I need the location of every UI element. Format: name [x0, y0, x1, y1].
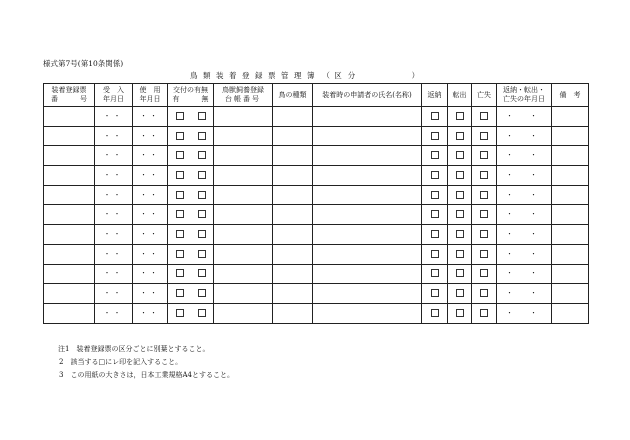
- returned-checkbox[interactable]: [431, 210, 439, 218]
- bird-species-cell[interactable]: [273, 244, 313, 264]
- transferred-cell: [448, 166, 472, 186]
- date-placeholder: ・・: [140, 190, 160, 199]
- applicant-name-cell[interactable]: [313, 244, 422, 264]
- returned-checkbox[interactable]: [431, 132, 439, 140]
- received-date-cell[interactable]: [95, 185, 133, 205]
- tag-number-cell[interactable]: [44, 166, 95, 186]
- title-main: 鳥類装着登録票管理簿: [190, 71, 320, 80]
- date-placeholder: ・・: [103, 210, 124, 219]
- date-placeholder: ・ ・: [506, 131, 542, 140]
- date-placeholder: ・ ・: [506, 190, 542, 199]
- ledger-number-cell[interactable]: [214, 107, 273, 127]
- title-open-paren: （: [322, 71, 330, 80]
- issued-cell: [168, 107, 214, 127]
- header-used-date: 使 用 年月日: [133, 84, 168, 107]
- table-row: [44, 284, 589, 304]
- tag-number-cell[interactable]: [44, 244, 95, 264]
- transferred-cell: [448, 303, 472, 323]
- table-row: [44, 185, 589, 205]
- title-close-paren: ）: [411, 71, 420, 80]
- transferred-checkbox[interactable]: [456, 230, 464, 238]
- table-body: [44, 107, 589, 324]
- used-date-cell[interactable]: [133, 126, 168, 146]
- header-issued: 交付の有無 有 無: [168, 84, 214, 107]
- returned-checkbox[interactable]: [431, 269, 439, 277]
- header-received-date: 受 入 年月日: [95, 84, 133, 107]
- tag-number-cell[interactable]: [44, 205, 95, 225]
- applicant-name-cell[interactable]: [313, 107, 422, 127]
- transferred-checkbox[interactable]: [456, 171, 464, 179]
- returned-cell: [422, 244, 448, 264]
- ledger-number-cell[interactable]: [214, 146, 273, 166]
- issued-yes-checkbox[interactable]: [176, 250, 184, 258]
- received-date-cell[interactable]: [95, 126, 133, 146]
- notes: [58, 343, 234, 382]
- disposal-date-cell[interactable]: [497, 303, 552, 323]
- date-placeholder: ・ ・: [506, 111, 542, 120]
- used-date-cell[interactable]: [133, 166, 168, 186]
- applicant-name-cell[interactable]: [313, 284, 422, 304]
- date-placeholder: ・ ・: [506, 210, 542, 219]
- lost-cell: [472, 284, 497, 304]
- issued-yes-checkbox[interactable]: [176, 289, 184, 297]
- returned-checkbox[interactable]: [431, 309, 439, 317]
- transferred-checkbox[interactable]: [456, 151, 464, 159]
- transferred-cell: [448, 185, 472, 205]
- transferred-checkbox[interactable]: [456, 132, 464, 140]
- lost-cell: [472, 146, 497, 166]
- bird-species-cell[interactable]: [273, 303, 313, 323]
- table-row: [44, 146, 589, 166]
- transferred-checkbox[interactable]: [456, 269, 464, 277]
- returned-cell: [422, 126, 448, 146]
- remarks-cell[interactable]: [552, 284, 589, 304]
- applicant-name-cell[interactable]: [313, 166, 422, 186]
- returned-cell: [422, 284, 448, 304]
- received-date-cell[interactable]: [95, 166, 133, 186]
- table-row: [44, 244, 589, 264]
- date-placeholder: ・ ・: [506, 170, 542, 179]
- table-row: [44, 166, 589, 186]
- issued-yes-checkbox[interactable]: [176, 132, 184, 140]
- header-transferred: 転出: [448, 84, 472, 107]
- issued-cell: [168, 244, 214, 264]
- issued-no-checkbox[interactable]: [198, 309, 206, 317]
- issued-yes-checkbox[interactable]: [176, 210, 184, 218]
- date-placeholder: ・・: [103, 111, 124, 120]
- date-placeholder: ・ ・: [506, 249, 542, 258]
- table-row: [44, 225, 589, 245]
- date-placeholder: ・・: [140, 111, 160, 120]
- date-placeholder: ・・: [140, 269, 160, 278]
- applicant-name-cell[interactable]: [313, 146, 422, 166]
- table-header-row: [44, 84, 589, 107]
- note-3: 3 この用紙の大きさは，日本工業規格A4とすること。: [59, 371, 234, 379]
- returned-checkbox[interactable]: [431, 171, 439, 179]
- received-date-cell[interactable]: [95, 146, 133, 166]
- ledger-number-cell[interactable]: [214, 303, 273, 323]
- lost-checkbox[interactable]: [480, 210, 488, 218]
- transferred-cell: [448, 225, 472, 245]
- remarks-cell[interactable]: [552, 205, 589, 225]
- date-placeholder: ・ ・: [506, 308, 542, 317]
- header-tag-number: 装着登録票 番 号: [44, 84, 95, 107]
- issued-yes-checkbox[interactable]: [176, 191, 184, 199]
- lost-checkbox[interactable]: [480, 171, 488, 179]
- remarks-cell[interactable]: [552, 244, 589, 264]
- date-placeholder: ・・: [103, 289, 124, 298]
- issued-no-checkbox[interactable]: [198, 210, 206, 218]
- table-row: [44, 107, 589, 127]
- transferred-cell: [448, 264, 472, 284]
- transferred-cell: [448, 205, 472, 225]
- applicant-name-cell[interactable]: [313, 185, 422, 205]
- header-returned: 返納: [422, 84, 448, 107]
- returned-cell: [422, 107, 448, 127]
- remarks-cell[interactable]: [552, 107, 589, 127]
- returned-checkbox[interactable]: [431, 191, 439, 199]
- date-placeholder: ・・: [103, 249, 124, 258]
- lost-checkbox[interactable]: [480, 230, 488, 238]
- lost-checkbox[interactable]: [480, 309, 488, 317]
- form-number: 様式第7号(第10条関係): [43, 59, 124, 68]
- bird-species-cell[interactable]: [273, 264, 313, 284]
- bird-species-cell[interactable]: [273, 107, 313, 127]
- returned-cell: [422, 303, 448, 323]
- disposal-date-cell[interactable]: [497, 146, 552, 166]
- used-date-cell[interactable]: [133, 264, 168, 284]
- ledger-number-cell[interactable]: [214, 284, 273, 304]
- ledger-number-cell[interactable]: [214, 244, 273, 264]
- date-placeholder: ・ ・: [506, 289, 542, 298]
- returned-cell: [422, 166, 448, 186]
- bird-species-cell[interactable]: [273, 185, 313, 205]
- remarks-cell[interactable]: [552, 166, 589, 186]
- transferred-cell: [448, 244, 472, 264]
- table-row: [44, 205, 589, 225]
- returned-cell: [422, 225, 448, 245]
- received-date-cell[interactable]: [95, 264, 133, 284]
- disposal-date-cell[interactable]: [497, 185, 552, 205]
- issued-yes-checkbox[interactable]: [176, 230, 184, 238]
- used-date-cell[interactable]: [133, 185, 168, 205]
- transferred-checkbox[interactable]: [456, 191, 464, 199]
- transferred-checkbox[interactable]: [456, 112, 464, 120]
- disposal-date-cell[interactable]: [497, 107, 552, 127]
- ledger-number-cell[interactable]: [214, 185, 273, 205]
- received-date-cell[interactable]: [95, 303, 133, 323]
- tag-number-cell[interactable]: [44, 264, 95, 284]
- disposal-date-cell[interactable]: [497, 284, 552, 304]
- date-placeholder: ・・: [103, 308, 124, 317]
- issued-no-checkbox[interactable]: [198, 132, 206, 140]
- issued-yes-checkbox[interactable]: [176, 171, 184, 179]
- transferred-checkbox[interactable]: [456, 210, 464, 218]
- bird-species-cell[interactable]: [273, 166, 313, 186]
- issued-no-checkbox[interactable]: [198, 112, 206, 120]
- returned-checkbox[interactable]: [431, 230, 439, 238]
- table-row: [44, 264, 589, 284]
- lost-checkbox[interactable]: [480, 191, 488, 199]
- returned-checkbox[interactable]: [431, 112, 439, 120]
- used-date-cell[interactable]: [133, 225, 168, 245]
- disposal-date-cell[interactable]: [497, 244, 552, 264]
- returned-cell: [422, 146, 448, 166]
- issued-no-checkbox[interactable]: [198, 289, 206, 297]
- lost-cell: [472, 185, 497, 205]
- used-date-cell[interactable]: [133, 244, 168, 264]
- used-date-cell[interactable]: [133, 303, 168, 323]
- issued-yes-checkbox[interactable]: [176, 269, 184, 277]
- date-placeholder: ・ ・: [506, 229, 542, 238]
- remarks-cell[interactable]: [552, 303, 589, 323]
- tag-number-cell[interactable]: [44, 107, 95, 127]
- bird-species-cell[interactable]: [273, 284, 313, 304]
- disposal-date-cell[interactable]: [497, 264, 552, 284]
- lost-checkbox[interactable]: [480, 269, 488, 277]
- header-disposal-date: 返納・転出・ 亡失の年月日: [497, 84, 552, 107]
- received-date-cell[interactable]: [95, 284, 133, 304]
- issued-cell: [168, 185, 214, 205]
- issued-cell: [168, 166, 214, 186]
- used-date-cell[interactable]: [133, 205, 168, 225]
- ledger-number-cell[interactable]: [214, 126, 273, 146]
- issued-yes-checkbox[interactable]: [176, 309, 184, 317]
- date-placeholder: ・・: [140, 210, 160, 219]
- remarks-cell[interactable]: [552, 225, 589, 245]
- used-date-cell[interactable]: [133, 284, 168, 304]
- lost-cell: [472, 107, 497, 127]
- issued-no-checkbox[interactable]: [198, 269, 206, 277]
- used-date-cell[interactable]: [133, 146, 168, 166]
- transferred-cell: [448, 284, 472, 304]
- date-placeholder: ・・: [140, 151, 160, 160]
- returned-cell: [422, 185, 448, 205]
- issued-no-checkbox[interactable]: [198, 230, 206, 238]
- issued-cell: [168, 225, 214, 245]
- disposal-date-cell[interactable]: [497, 225, 552, 245]
- disposal-date-cell[interactable]: [497, 126, 552, 146]
- note-2: 2 該当する□にレ印を記入すること。: [59, 358, 183, 366]
- date-placeholder: ・・: [140, 249, 160, 258]
- issued-cell: [168, 303, 214, 323]
- lost-cell: [472, 166, 497, 186]
- tag-number-cell[interactable]: [44, 303, 95, 323]
- bird-species-cell[interactable]: [273, 225, 313, 245]
- lost-cell: [472, 126, 497, 146]
- title-kubun: 区分: [334, 71, 362, 80]
- date-placeholder: ・・: [140, 289, 160, 298]
- tag-number-cell[interactable]: [44, 225, 95, 245]
- applicant-name-cell[interactable]: [313, 126, 422, 146]
- lost-checkbox[interactable]: [480, 132, 488, 140]
- bird-species-cell[interactable]: [273, 126, 313, 146]
- returned-cell: [422, 205, 448, 225]
- ledger-number-cell[interactable]: [214, 205, 273, 225]
- issued-cell: [168, 205, 214, 225]
- issued-cell: [168, 146, 214, 166]
- lost-checkbox[interactable]: [480, 250, 488, 258]
- issued-cell: [168, 264, 214, 284]
- header-remarks: 備 考: [552, 84, 589, 107]
- received-date-cell[interactable]: [95, 107, 133, 127]
- transferred-checkbox[interactable]: [456, 289, 464, 297]
- transferred-cell: [448, 126, 472, 146]
- lost-cell: [472, 205, 497, 225]
- lost-checkbox[interactable]: [480, 151, 488, 159]
- issued-no-checkbox[interactable]: [198, 191, 206, 199]
- date-placeholder: ・・: [103, 229, 124, 238]
- disposal-date-cell[interactable]: [497, 166, 552, 186]
- returned-cell: [422, 264, 448, 284]
- register-title: [190, 70, 419, 81]
- date-placeholder: ・・: [103, 131, 124, 140]
- applicant-name-cell[interactable]: [313, 264, 422, 284]
- received-date-cell[interactable]: [95, 244, 133, 264]
- remarks-cell[interactable]: [552, 146, 589, 166]
- tag-number-cell[interactable]: [44, 185, 95, 205]
- date-placeholder: ・・: [140, 131, 160, 140]
- date-placeholder: ・・: [103, 190, 124, 199]
- table-row: [44, 303, 589, 323]
- issued-cell: [168, 126, 214, 146]
- returned-checkbox[interactable]: [431, 289, 439, 297]
- issued-yes-checkbox[interactable]: [176, 151, 184, 159]
- tag-number-cell[interactable]: [44, 284, 95, 304]
- lost-checkbox[interactable]: [480, 289, 488, 297]
- table-row: [44, 126, 589, 146]
- lost-cell: [472, 225, 497, 245]
- date-placeholder: ・・: [103, 151, 124, 160]
- date-placeholder: ・・: [140, 229, 160, 238]
- lost-cell: [472, 303, 497, 323]
- applicant-name-cell[interactable]: [313, 303, 422, 323]
- applicant-name-cell[interactable]: [313, 225, 422, 245]
- date-placeholder: ・・: [103, 269, 124, 278]
- note-1: 注1 装着登録票の区分ごとに別葉とすること。: [58, 345, 210, 353]
- transferred-checkbox[interactable]: [456, 309, 464, 317]
- issued-no-checkbox[interactable]: [198, 151, 206, 159]
- returned-checkbox[interactable]: [431, 151, 439, 159]
- date-placeholder: ・・: [140, 308, 160, 317]
- ledger-number-cell[interactable]: [214, 264, 273, 284]
- remarks-cell[interactable]: [552, 264, 589, 284]
- header-lost: 亡失: [472, 84, 497, 107]
- date-placeholder: ・・: [140, 170, 160, 179]
- ledger-number-cell[interactable]: [214, 225, 273, 245]
- issued-no-checkbox[interactable]: [198, 171, 206, 179]
- header-bird-species: 鳥の種類: [273, 84, 313, 107]
- date-placeholder: ・・: [103, 170, 124, 179]
- transferred-cell: [448, 107, 472, 127]
- header-ledger-number: 鳥獣飼養登録 台帳番号: [214, 84, 273, 107]
- transferred-cell: [448, 146, 472, 166]
- ledger-number-cell[interactable]: [214, 166, 273, 186]
- lost-cell: [472, 264, 497, 284]
- date-placeholder: ・ ・: [506, 269, 542, 278]
- remarks-cell[interactable]: [552, 185, 589, 205]
- received-date-cell[interactable]: [95, 225, 133, 245]
- date-placeholder: ・ ・: [506, 151, 542, 160]
- header-applicant-name: 装着時の申請者の氏名(名称): [313, 84, 422, 107]
- issued-no-checkbox[interactable]: [198, 250, 206, 258]
- disposal-date-cell[interactable]: [497, 205, 552, 225]
- received-date-cell[interactable]: [95, 205, 133, 225]
- bird-species-cell[interactable]: [273, 146, 313, 166]
- register-table: [43, 83, 589, 324]
- returned-checkbox[interactable]: [431, 250, 439, 258]
- issued-yes-checkbox[interactable]: [176, 112, 184, 120]
- applicant-name-cell[interactable]: [313, 205, 422, 225]
- lost-checkbox[interactable]: [480, 112, 488, 120]
- tag-number-cell[interactable]: [44, 146, 95, 166]
- bird-species-cell[interactable]: [273, 205, 313, 225]
- tag-number-cell[interactable]: [44, 126, 95, 146]
- used-date-cell[interactable]: [133, 107, 168, 127]
- issued-cell: [168, 284, 214, 304]
- lost-cell: [472, 244, 497, 264]
- transferred-checkbox[interactable]: [456, 250, 464, 258]
- remarks-cell[interactable]: [552, 126, 589, 146]
